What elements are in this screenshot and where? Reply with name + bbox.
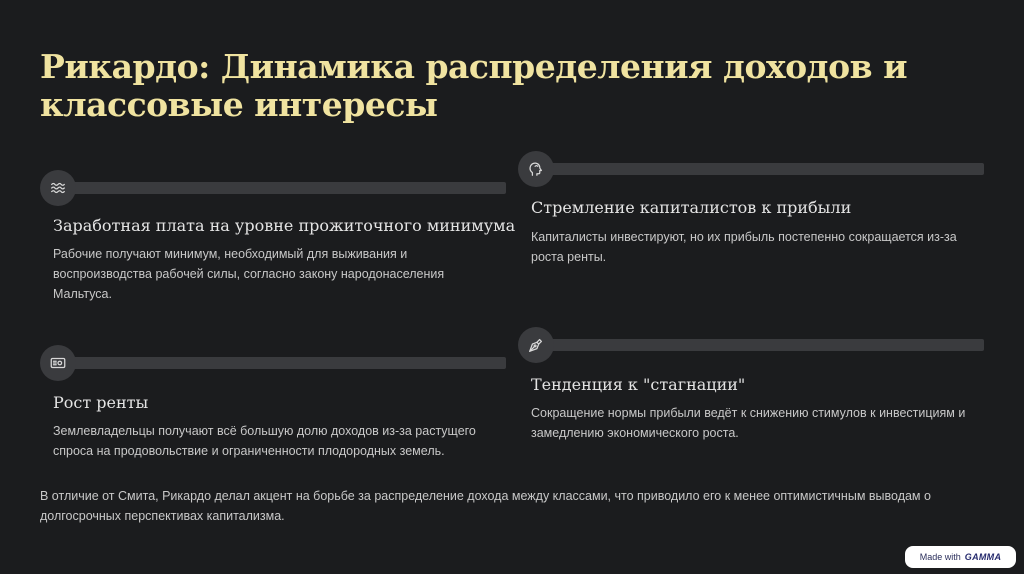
card-title: Стремление капиталистов к прибыли xyxy=(531,198,852,217)
head-profile-icon xyxy=(518,151,554,187)
card-text: Капиталисты инвестируют, но их прибыль постепенно сокращается из-за роста ренты. xyxy=(531,230,957,264)
card-title: Рост ренты xyxy=(53,393,149,412)
card-bar xyxy=(538,339,984,351)
card-bar xyxy=(60,182,506,194)
card-title: Тенденция к "стагнации" xyxy=(531,375,746,394)
card-stagnation xyxy=(518,327,984,447)
card-rent xyxy=(40,345,506,465)
card-profit xyxy=(518,151,984,271)
made-with-gamma-badge[interactable] xyxy=(905,546,1016,568)
card-wages xyxy=(40,170,516,305)
badge-prefix: Made with xyxy=(919,552,961,562)
card-bar xyxy=(538,163,984,175)
pen-nib-icon xyxy=(518,327,554,363)
card-text: Рабочие получают минимум, необходимый для выживания и воспроизводства рабочей силы, согласно закону народонаселения Мальтуса. xyxy=(53,247,445,301)
card-text: Землевладельцы получают всё большую долю доходов из-за растущего спроса на продовольствие и ограниченности плодородных земель. xyxy=(53,424,476,458)
page-title: Рикардо: Динамика распределения доходов и классовые интересы xyxy=(40,47,908,124)
waves-icon xyxy=(40,170,76,206)
banknote-icon xyxy=(40,345,76,381)
gamma-logo: GAMMA xyxy=(964,552,1002,562)
summary-paragraph: В отличие от Смита, Рикардо делал акцент на борьбе за распределение дохода между классами, что приводило его к менее оптимистичным выводам о долгосрочных перспективах капитализма. xyxy=(40,489,931,523)
card-text: Сокращение нормы прибыли ведёт к снижению стимулов к инвестициям и замедлению экономического роста. xyxy=(531,406,966,440)
card-bar xyxy=(60,357,506,369)
card-title: Заработная плата на уровне прожиточного минимума xyxy=(53,216,516,235)
